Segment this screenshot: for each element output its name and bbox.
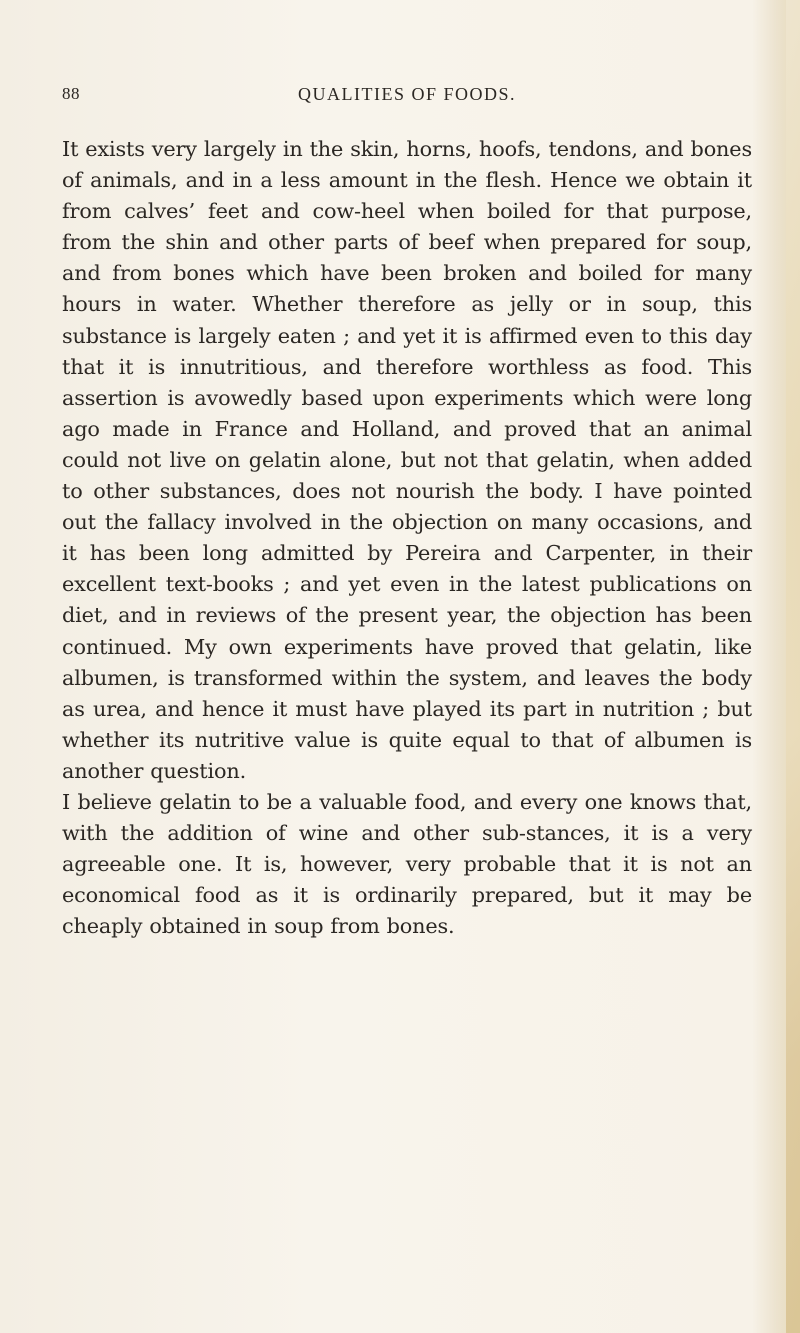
paragraph-1: It exists very largely in the skin, horns, hoofs, tendons, and bones of animals, and in a less amount in the flesh. Hence we obtain it from calves’ feet and cow-heel when boiled for that purpose, from the shin and other parts of beef when prepared for soup, and from bones which have been broken and boiled for many hours in water. Whether therefore as jelly or in soup, this substance is largely eaten ; and yet it is affirmed even to this day that it is innutritious, and therefore worthless as food. This assertion is avowedly based upon experiments which were long ago made in France and Holland, and proved that an animal could not live on gelatin alone, but not that gelatin, when added to other substances, does not nourish the body. I have pointed out the fallacy involved in the objection on many occasions, and it has been long admitted by Pereira and Carpenter, in their excellent text-books ; and yet even in the latest publications on diet, and in reviews of the present year, the objection has been continued. My own experiments have proved that gelatin, like albumen, is transformed within the system, and leaves the body as urea, and hence it must have played its part in nutrition ; but whether its nutritive value is quite equal to that of albumen is another question. — [62, 137, 752, 783]
page-header — [62, 76, 752, 116]
body-text — [62, 134, 752, 942]
paragraph-2: I believe gelatin to be a valuable food, and every one knows that, with the addition of wine and other sub-stances, it is a very agreeable one. It is, however, very probable that it is not an economical food as it is ordinarily prepared, but it may be cheaply obtained in soup from bones. — [62, 789, 752, 939]
page-edge-stain — [786, 0, 800, 1333]
running-head: QUALITIES OF FOODS. — [297, 84, 516, 104]
page-number: 88 — [62, 84, 80, 103]
